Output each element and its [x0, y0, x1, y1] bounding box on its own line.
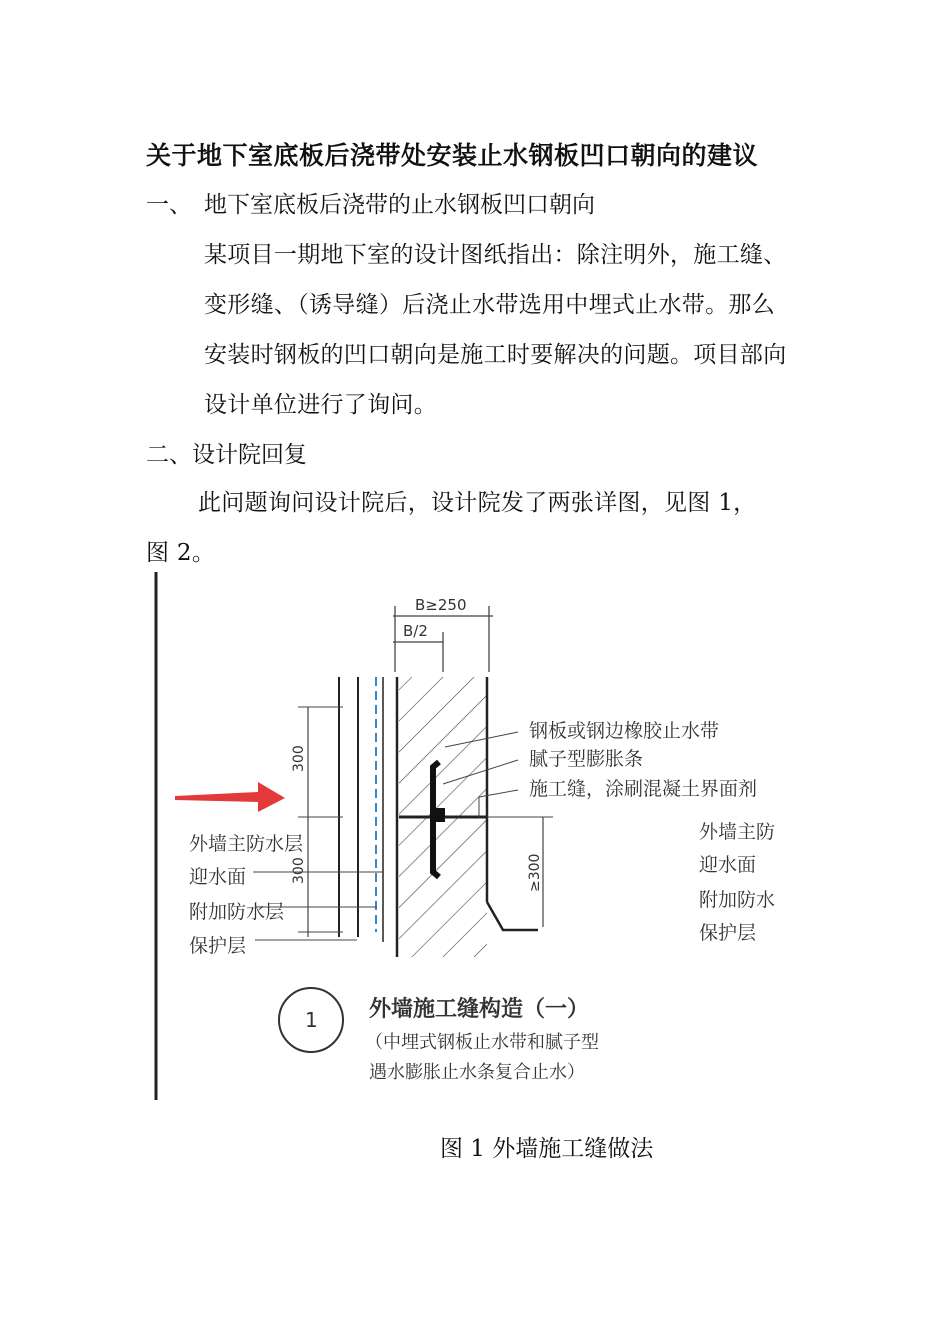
detail-title: 外墙施工缝构造（一） [369, 997, 590, 1022]
section2-line-2: 图 2。 [146, 540, 216, 566]
section1-line-4: 设计单位进行了询问。 [204, 392, 437, 418]
label-right-protective: 保护层 [699, 922, 757, 944]
label-right-water-facing: 迎水面 [699, 854, 757, 876]
dim-300-right: ≥300 [527, 853, 543, 892]
water-direction-arrow [175, 782, 285, 812]
detail-number: 1 [305, 1008, 318, 1032]
figure-caption: 图 1 外墙施工缝做法 [440, 1136, 654, 1162]
label-steel-waterstop: 钢板或钢边橡胶止水带 [529, 720, 720, 742]
label-construction-joint: 施工缝，涂刷混凝土界面剂 [529, 778, 758, 800]
section1-number: 一、 [146, 192, 192, 218]
section1-line-1: 某项目一期地下室的设计图纸指出：除注明外，施工缝、 [204, 242, 787, 268]
section1-line-2: 变形缝、（诱导缝）后浇止水带选用中埋式止水带。那么 [204, 292, 775, 318]
section1-heading-text: 地下室底板后浇带的止水钢板凹口朝向 [204, 192, 595, 218]
label-water-facing-side: 迎水面 [189, 866, 247, 888]
dim-300-mid: 300 [291, 857, 307, 884]
label-main-waterproof-layer: 外墙主防水层 [189, 833, 304, 855]
label-right-additional-waterproof: 附加防水 [699, 889, 776, 911]
section1-heading [146, 186, 595, 219]
label-right-main-waterproof: 外墙主防 [699, 821, 776, 843]
section2-line-1: 此问题询问设计院后，设计院发了两张详图，见图 1， [198, 490, 757, 516]
document-title: 关于地下室底板后浇带处安装止水钢板凹口朝向的建议 [146, 141, 759, 170]
label-protective-layer: 保护层 [189, 935, 247, 957]
construction-joint-drawing [143, 572, 823, 1102]
dim-b-label: B≥250 [415, 596, 467, 614]
dim-300-top: 300 [291, 745, 307, 772]
dim-b2-label: B/2 [403, 622, 428, 640]
label-putty-strip: 腻子型膨胀条 [529, 748, 644, 770]
section2-heading: 二、设计院回复 [146, 442, 307, 468]
detail-subtitle-2: 遇水膨胀止水条复合止水） [369, 1062, 585, 1083]
label-additional-waterproof-layer: 附加防水层 [189, 901, 285, 923]
detail-subtitle-1: （中埋式钢板止水带和腻子型 [365, 1032, 599, 1053]
section1-line-3: 安装时钢板的凹口朝向是施工时要解决的问题。项目部向 [204, 342, 787, 368]
